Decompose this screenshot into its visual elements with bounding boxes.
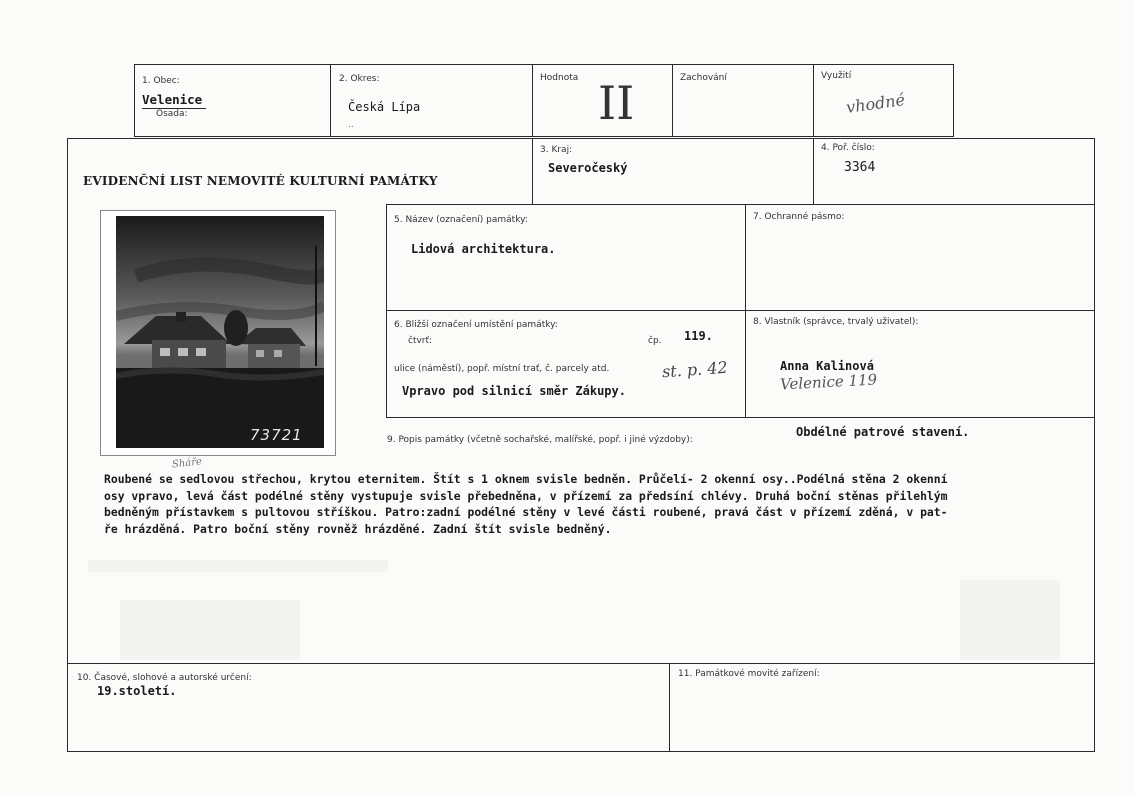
cp-value: 119. <box>684 329 713 343</box>
vlastnik-address: Velenice 119 <box>779 370 878 394</box>
obec-value: Velenice <box>142 92 203 107</box>
popis-margin-note: Sháře <box>171 456 203 471</box>
popis-line: bedněným přístavkem s pultovou stříškou. Patro:zadní podélné stěny v levé části roubené, pravá část v přízemí zděná, v pat- <box>104 505 948 519</box>
hodnota-value: II <box>598 76 635 130</box>
vyuziti-label: Využití <box>821 71 852 81</box>
casove-value: 19.století. <box>97 684 177 698</box>
okres-value: Česká Lípa <box>348 100 421 114</box>
cp-label: čp. <box>648 336 662 346</box>
popis-text <box>104 471 948 537</box>
ochranne-pasmo-label: 7. Ochranné pásmo: <box>753 212 845 222</box>
casove-label: 10. Časové, slohové a autorské určení: <box>77 673 252 683</box>
por-cislo-value: 3364 <box>844 160 876 175</box>
hodnota-label: Hodnota <box>540 73 579 83</box>
bleed-through <box>88 560 388 572</box>
umisteni-label: 6. Bližší označení umístění památky: <box>394 320 558 330</box>
vlastnik-name: Anna Kalinová <box>780 359 874 373</box>
nazev-value: Lidová architektura. <box>411 242 556 256</box>
vyuziti-value: vhodné <box>844 89 907 118</box>
popis-line: osy vpravo, levá část podélné stěny vystupuje svisle přebedněna, v přízemí za předsíní chlévy. Druhá boční stěnas přilehlým <box>104 488 948 503</box>
zarizeni-label: 11. Památkové movité zařízení: <box>678 669 820 679</box>
bleed-through <box>960 580 1060 660</box>
osada-label: Osada: <box>156 109 188 119</box>
nazev-label: 5. Název (označení) památky: <box>394 215 528 225</box>
photo-number: 73721 <box>250 426 303 444</box>
ulice-label: ulice (náměstí), popř. místní trať, č. parcely atd. <box>394 364 610 374</box>
okres-mark: .. <box>348 120 354 130</box>
vlastnik-label: 8. Vlastník (správce, trvalý uživatel): <box>753 317 919 327</box>
zachovani-label: Zachování <box>680 73 727 83</box>
bleed-through <box>120 600 300 660</box>
okres-label: 2. Okres: <box>339 74 380 84</box>
monument-photo <box>116 216 324 448</box>
ctvrt-label: čtvrť: <box>408 336 433 346</box>
kraj-value: Severočeský <box>548 161 628 175</box>
obec-label: 1. Obec: <box>142 76 180 86</box>
kraj-label: 3. Kraj: <box>540 145 573 155</box>
house-photo-image <box>116 216 324 448</box>
form-title: EVIDENČNÍ LIST NEMOVITÉ KULTURNÍ PAMÁTKY <box>83 174 438 188</box>
popis-line: ře hrázděná. Patro boční stěny rovněž hrázděné. Zadní štít svisle bedněný. <box>104 521 612 536</box>
parcela-value: st. p. 42 <box>661 357 729 382</box>
por-cislo-label: 4. Poř. číslo: <box>821 143 875 153</box>
popis-label: 9. Popis památky (včetně sochařské, malířské, popř. i jiné výzdoby): <box>387 435 693 445</box>
location-value: Vpravo pod silnicí směr Zákupy. <box>402 384 626 398</box>
popis-heading: Obdélné patrové stavení. <box>796 425 970 439</box>
popis-line: Roubené se sedlovou střechou, krytou eternitem. Štít s 1 oknem svisle bedněn. Průčelí- 2 okenní osy..Podélná stěna 2 okenní <box>104 472 948 486</box>
